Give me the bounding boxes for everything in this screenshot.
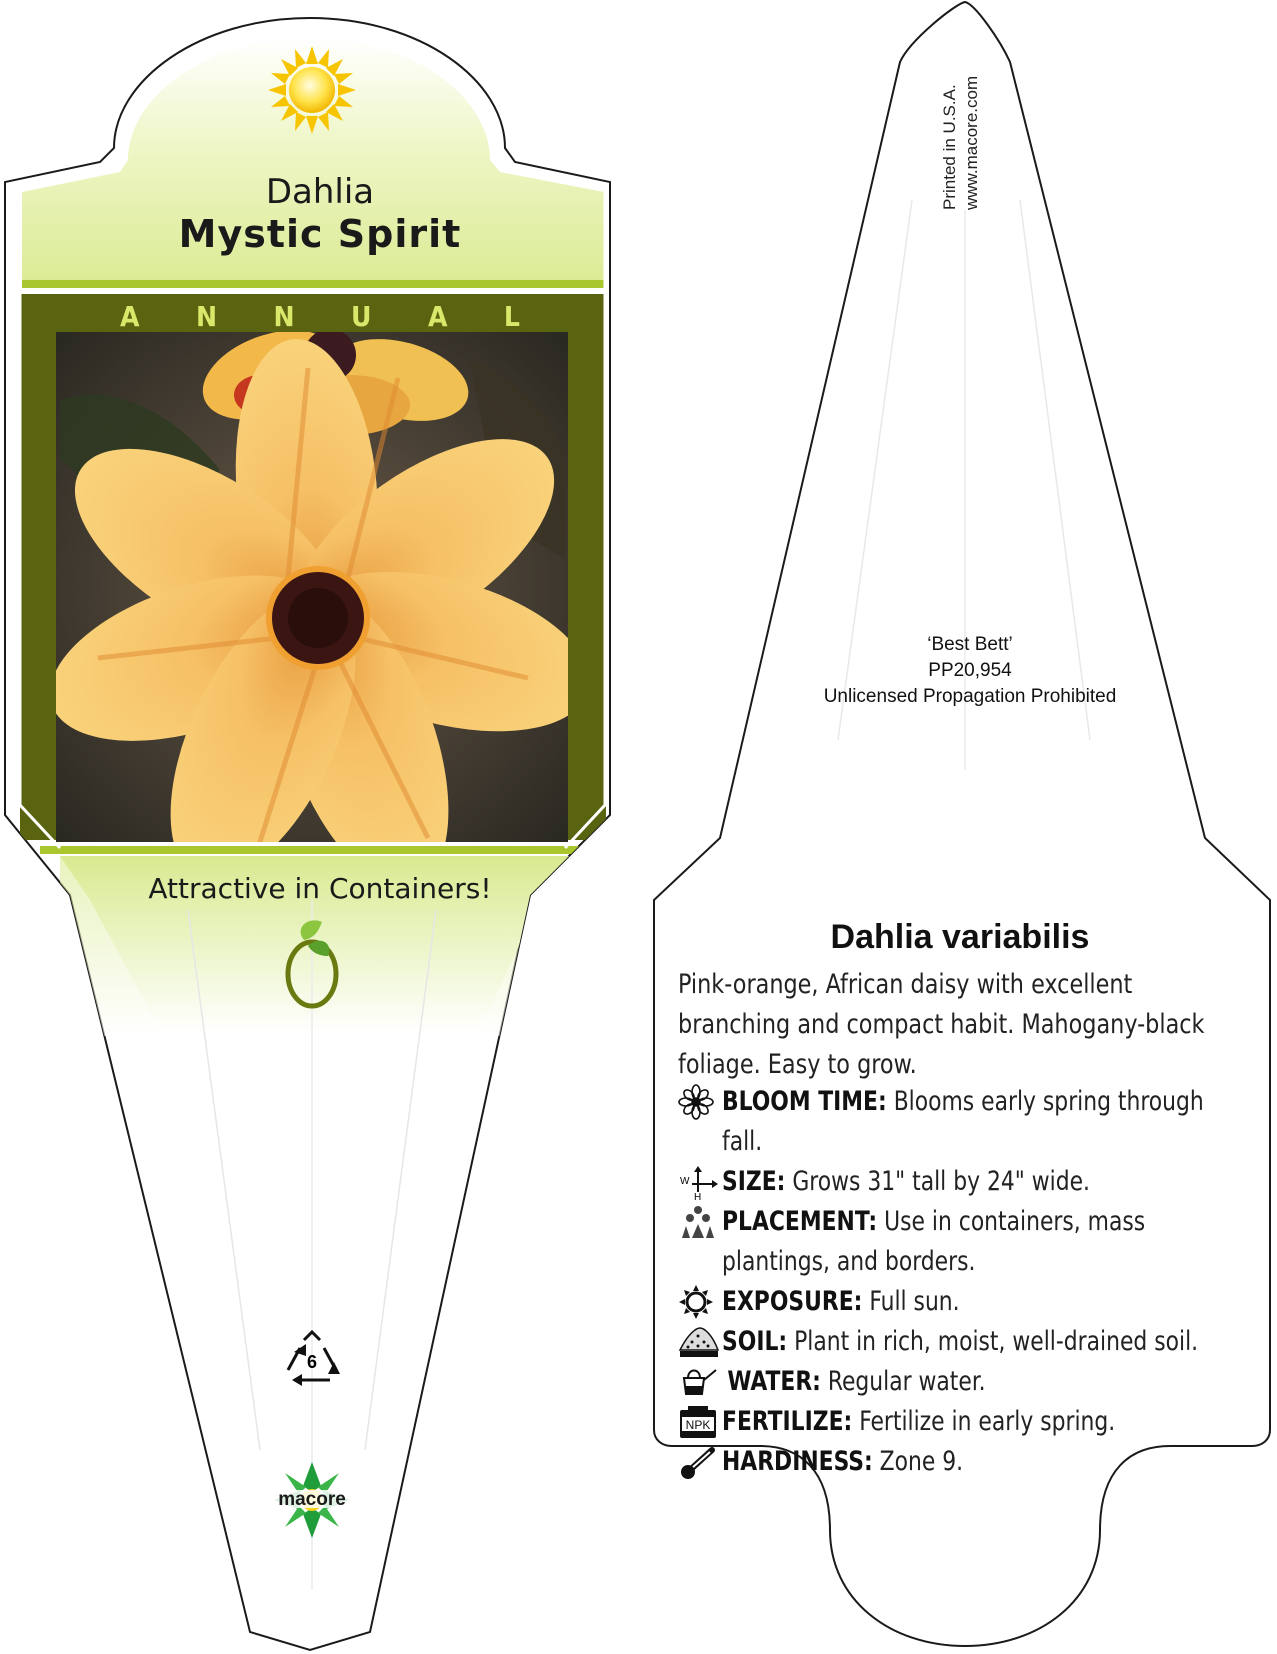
patent-block bbox=[760, 632, 1180, 710]
care-label: PLACEMENT: bbox=[722, 1206, 878, 1237]
soil-icon bbox=[678, 1324, 722, 1360]
sun-icon bbox=[268, 46, 356, 134]
thermometer-icon bbox=[678, 1444, 722, 1480]
front-tag bbox=[5, 18, 610, 1650]
care-bloom-time bbox=[678, 1082, 1277, 1162]
care-label: SOIL: bbox=[722, 1326, 788, 1357]
care-label: HARDINESS: bbox=[722, 1446, 873, 1477]
care-fertilize bbox=[678, 1402, 1277, 1442]
category-letter: L bbox=[503, 300, 520, 333]
category-letter: A bbox=[427, 300, 448, 333]
npk-icon bbox=[678, 1404, 722, 1440]
care-text: Blooms early spring through fall. bbox=[722, 1086, 1204, 1157]
care-label: FERTILIZE: bbox=[722, 1406, 853, 1437]
tagline: Attractive in Containers! bbox=[148, 872, 492, 905]
category-letter: U bbox=[351, 300, 372, 333]
propagation-notice: Unlicensed Propagation Prohibited bbox=[823, 686, 1117, 707]
care-text: Plant in rich, moist, well-drained soil. bbox=[794, 1326, 1199, 1357]
flower-photo bbox=[29, 313, 607, 910]
width-letter: W bbox=[680, 1176, 690, 1187]
category-letter: N bbox=[273, 300, 295, 333]
npk-text: NPK bbox=[685, 1418, 711, 1432]
height-letter: H bbox=[694, 1192, 702, 1200]
care-text: Grows 31" tall by 24" wide. bbox=[792, 1166, 1090, 1197]
care-text: Full sun. bbox=[869, 1286, 960, 1317]
care-text: Use in containers, mass plantings, and borders. bbox=[722, 1206, 1146, 1277]
care-size bbox=[678, 1162, 1277, 1202]
care-water bbox=[678, 1362, 1277, 1402]
care-soil bbox=[678, 1322, 1277, 1362]
sun-outline-icon bbox=[678, 1284, 722, 1320]
care-text: Fertilize in early spring. bbox=[859, 1406, 1116, 1437]
care-list bbox=[678, 1082, 1277, 1482]
cultivar-name: ‘Best Bett’ bbox=[927, 634, 1013, 655]
print-info bbox=[940, 40, 1000, 220]
care-label: SIZE: bbox=[722, 1166, 786, 1197]
care-hardiness bbox=[678, 1442, 1277, 1482]
category-letter: A bbox=[120, 300, 140, 333]
care-label: EXPOSURE: bbox=[722, 1286, 863, 1317]
description: Pink-orange, African daisy with excellent branching and compact habit. Mahogany-black foliage. Easy to grow. bbox=[678, 969, 1205, 1080]
flower-icon bbox=[678, 1084, 722, 1120]
common-name: Dahlia bbox=[265, 172, 375, 212]
watering-can-icon bbox=[678, 1364, 722, 1400]
variety-name: Mystic Spirit bbox=[178, 212, 462, 256]
size-arrows-icon bbox=[678, 1164, 722, 1200]
care-exposure bbox=[678, 1282, 1277, 1322]
category-label bbox=[60, 300, 580, 333]
brand-name: macore bbox=[278, 1489, 346, 1510]
category-letter: N bbox=[195, 300, 218, 333]
species-name: Dahlia variabilis bbox=[830, 918, 1090, 956]
patent-number: PP20,954 bbox=[928, 660, 1012, 681]
care-label: BLOOM TIME: bbox=[722, 1086, 887, 1117]
care-placement bbox=[678, 1202, 1277, 1282]
care-text: Regular water. bbox=[827, 1366, 986, 1397]
website: www.macore.com bbox=[962, 75, 981, 210]
care-label: WATER: bbox=[727, 1366, 821, 1397]
care-text: Zone 9. bbox=[879, 1446, 964, 1477]
printed-in: Printed in U.S.A. bbox=[940, 84, 959, 210]
recycle-code: 6 bbox=[306, 1352, 317, 1372]
placement-icon bbox=[678, 1204, 722, 1240]
